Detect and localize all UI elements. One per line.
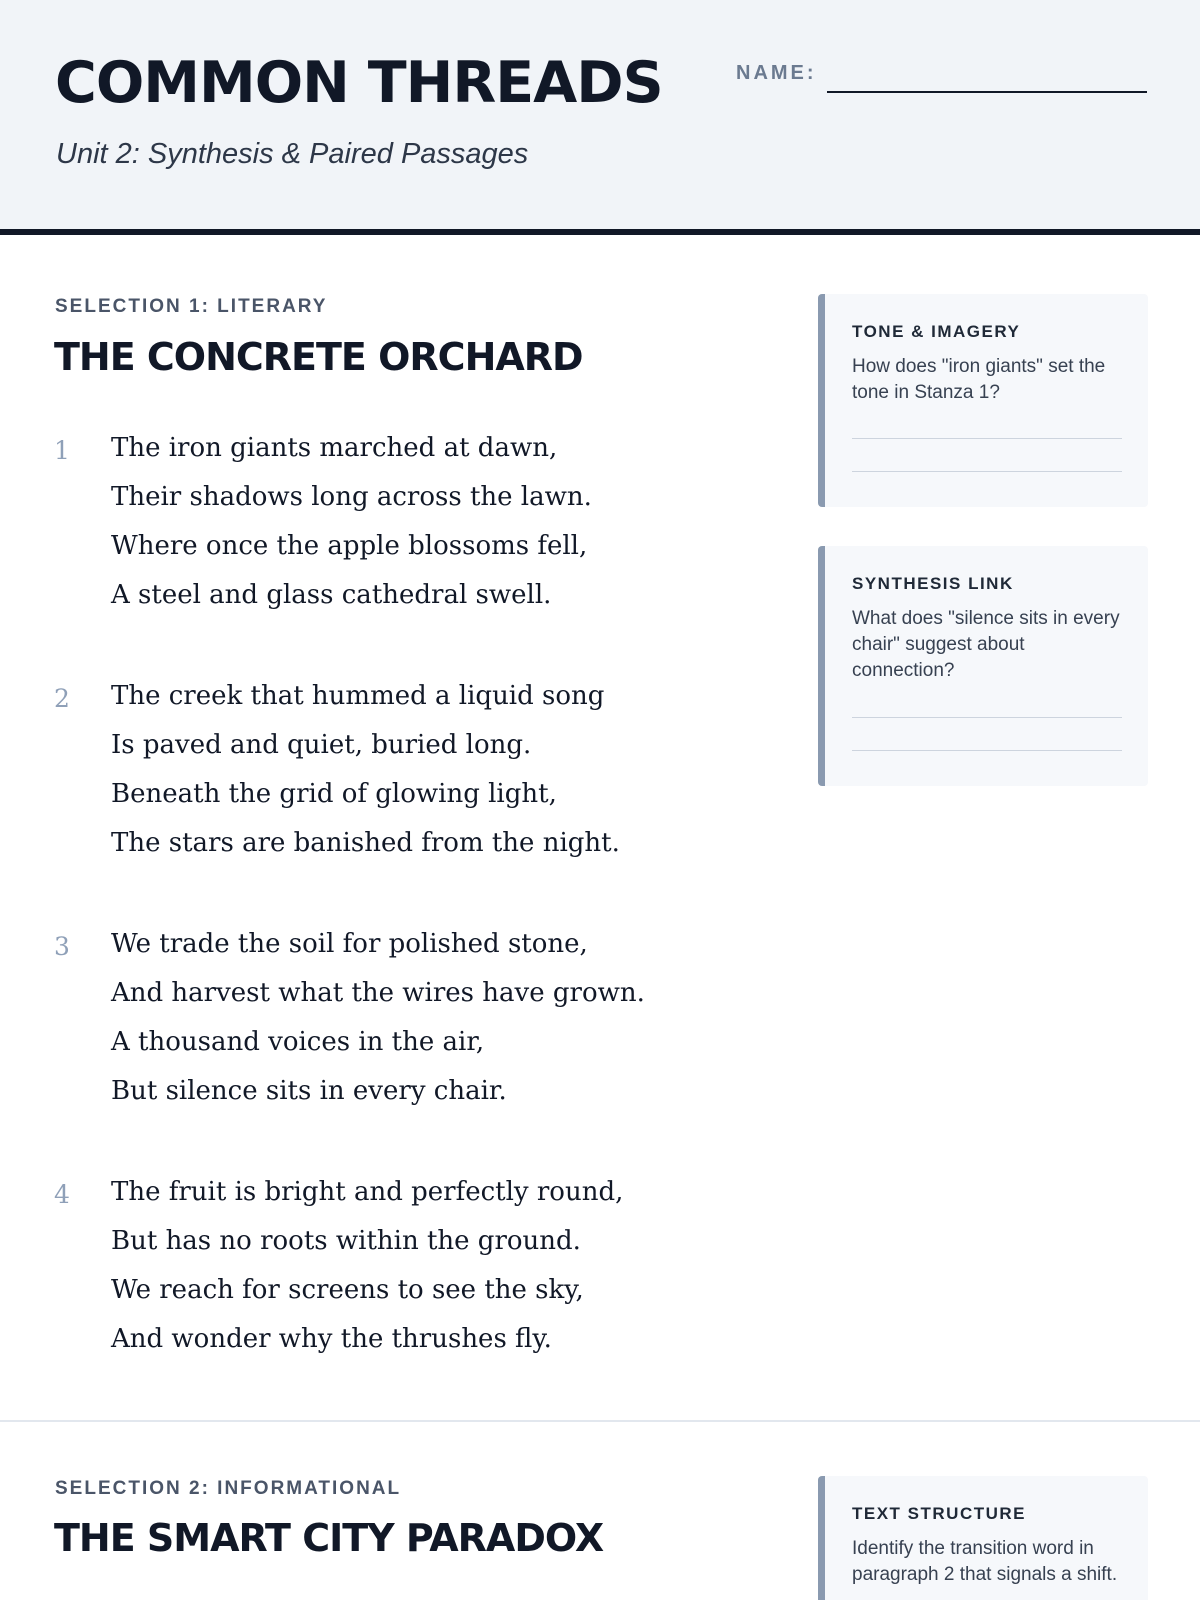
selection-1-title: THE CONCRETE ORCHARD (54, 335, 583, 379)
answer-line[interactable] (852, 438, 1122, 439)
poem-line: We trade the soil for polished stone, (111, 929, 588, 959)
document-title: COMMON THREADS (55, 50, 663, 116)
poem-line: A thousand voices in the air, (111, 1027, 485, 1057)
note-card-tone-imagery (818, 294, 1148, 507)
note-question: What does "silence sits in every chair" suggest about connection? (852, 608, 1120, 682)
poem-line: We reach for screens to see the sky, (111, 1275, 584, 1305)
stanza-lines (111, 1172, 623, 1368)
poem-line: The stars are banished from the night. (111, 828, 620, 858)
poem-line: And wonder why the thrushes fly. (111, 1324, 552, 1354)
note-question: Identify the transition word in paragraph 2 that signals a shift. (852, 1538, 1118, 1586)
note-question: How does "iron giants" set the tone in Stanza 1? (852, 356, 1106, 404)
stanza-number: 1 (54, 436, 70, 465)
selection-2-title: THE SMART CITY PARADOX (54, 1516, 604, 1560)
note-heading: TONE & IMAGERY (852, 322, 1021, 341)
poem-line: The creek that hummed a liquid song (111, 681, 605, 711)
worksheet-header (0, 0, 1200, 235)
note-card-synthesis-link (818, 546, 1148, 786)
section-divider (0, 1420, 1200, 1422)
stanza-lines (111, 428, 592, 624)
name-label: NAME: (736, 62, 817, 84)
note-heading: SYNTHESIS LINK (852, 574, 1014, 593)
name-write-line[interactable] (827, 91, 1147, 93)
poem-line: The fruit is bright and perfectly round, (111, 1177, 624, 1207)
note-card-text-structure (818, 1476, 1148, 1600)
answer-line[interactable] (852, 750, 1122, 751)
poem-line: The iron giants marched at dawn, (111, 433, 558, 463)
poem-line: Beneath the grid of glowing light, (111, 779, 557, 809)
stanza-lines (111, 676, 620, 872)
poem-line: Where once the apple blossoms fell, (111, 531, 588, 561)
answer-line[interactable] (852, 717, 1122, 718)
selection-2-label: SELECTION 2: INFORMATIONAL (55, 1478, 402, 1499)
stanza-number: 2 (54, 684, 70, 713)
poem-line: But has no roots within the ground. (111, 1226, 581, 1256)
stanza-number: 3 (54, 932, 70, 961)
poem-line: A steel and glass cathedral swell. (111, 580, 552, 610)
answer-line[interactable] (852, 471, 1122, 472)
poem-line: Their shadows long across the lawn. (111, 482, 592, 512)
stanza-lines (111, 924, 645, 1120)
poem-line: But silence sits in every chair. (111, 1076, 507, 1106)
poem-line: And harvest what the wires have grown. (111, 978, 645, 1008)
poem-line: Is paved and quiet, buried long. (111, 730, 532, 760)
selection-1-label: SELECTION 1: LITERARY (55, 296, 328, 317)
note-heading: TEXT STRUCTURE (852, 1504, 1026, 1523)
stanza-number: 4 (54, 1180, 70, 1209)
document-subtitle: Unit 2: Synthesis & Paired Passages (56, 138, 529, 170)
